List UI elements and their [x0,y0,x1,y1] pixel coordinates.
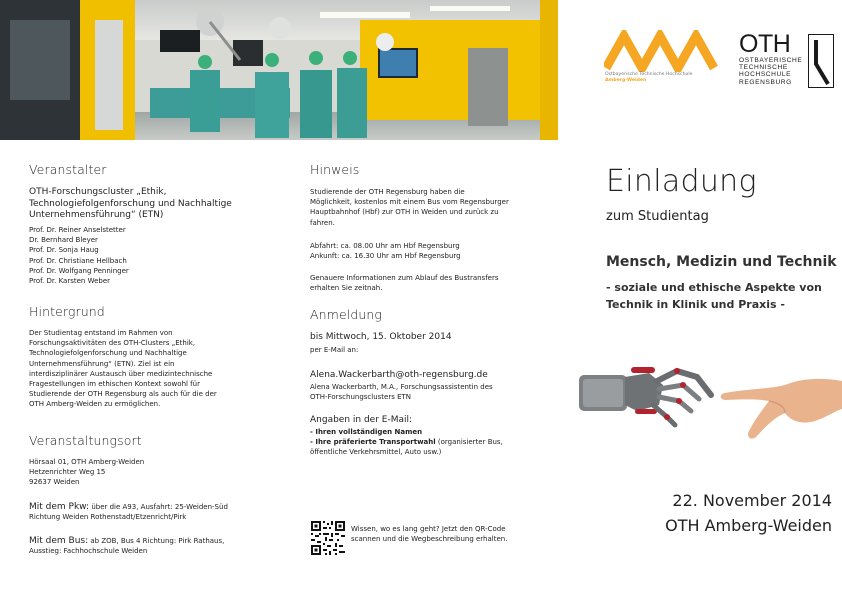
oth-aw-logo-text: Ostbayerische Technische Hochschule Amberg-Weiden [605,72,693,83]
oth-aw-wave-icon [604,30,720,72]
person: Prof. Dr. Karsten Weber [29,277,111,286]
robot-hand-icon [579,367,711,425]
person: Prof. Dr. Christiane Hellbach [29,256,127,265]
pkw-label: Mit dem Pkw: [29,502,90,512]
anmeldung-via: per E-Mail an: [310,346,359,354]
robot-human-hands-image [579,355,842,445]
person: Prof. Dr. Wolfgang Penninger [29,266,129,275]
angaben-item-transport: - Ihre präferierte Transportwahl [310,438,436,447]
qr-code-caption: Wissen, wo es lang geht? Jetzt den QR-Code scannen und die Wegbeschreibung erhalten. [351,525,508,544]
invitation-subtitle: zum Studientag [606,209,709,224]
anmeldung-deadline: bis Mittwoch, 15. Oktober 2014 [310,332,452,342]
oth-regensburg-logo: OTH OSTBAYERISCHE TECHNISCHE HOCHSCHULE REGENSBURG [739,33,835,91]
hinweis-para-3: Genauere Informationen zum Ablauf des Bustransfers erhalten Sie zeitnah. [310,274,499,293]
theme-title: Mensch, Medizin und Technik [606,254,837,270]
contact-email-link[interactable]: Alena.Wackerbarth@oth-regensburg.de [310,370,488,380]
contact-person: Alena Wackerbarth, M.A., Forschungsassistentin des OTH-Forschungsclusters ETN [310,383,493,402]
hintergrund-heading: Hintergrund [29,304,105,319]
veranstalter-people-list [29,225,129,286]
angaben-item-name: - Ihren vollständigen Namen [310,428,423,436]
directions-bus: Mit dem Bus: ab ZOB, Bus 4 Richtung: Pirk Rathaus, Ausstieg: Fachhochschule Weiden [29,536,225,556]
hinweis-para-2: Abfahrt: ca. 08.00 Uhr am Hbf Regensburg Ankunft: ca. 16.30 Uhr am Hbf Regensburg [310,242,461,261]
veranstalter-heading: Veranstalter [29,162,107,177]
person: Prof. Dr. Sonja Haug [29,246,99,255]
hintergrund-text: Der Studientag entstand im Rahmen von Forschungsaktivitäten des OTH-Clusters „Ethik, Technologiefolgenforschung und Nachhaltige Unternehmensführung“ (ETN). Ziel ist ein interdisziplinärer Austausch über medizintechnische Fragestellungen im ethischen Kontext sowohl für Studierende der OTH Regensburg als auch für die der OTH Amberg-Weiden zu ermöglichen. [29,329,217,409]
angaben-list: - Ihren vollständigen Namen - Ihre präferierte Transportwahl (organisierter Bus, öffentliche Verkehrsmittel, Auto usw.) [310,428,503,457]
person: Dr. Bernhard Bleyer [29,236,98,245]
operating-room-photo [0,0,558,140]
bus-label: Mit dem Bus: [29,536,89,546]
veranstaltungsort-heading: Veranstaltungsort [29,433,142,448]
invitation-title: Einladung [606,164,757,199]
hinweis-para-1: Studierende der OTH Regensburg haben die Möglichkeit, kostenlos mit einem Bus vom Regensburger Hauptbahnhof (Hbf) zur OTH in Weiden und zurück zu fahren. [310,188,509,227]
hinweis-heading: Hinweis [310,162,360,177]
venue-address: Hörsaal 01, OTH Amberg-Weiden Hetzenrichter Weg 15 92637 Weiden [29,458,145,487]
person: Prof. Dr. Reiner Anselstetter [29,226,126,234]
oth-amberg-weiden-logo [604,30,720,83]
human-hand-icon [721,379,842,439]
directions-car: Mit dem Pkw: über die A93, Ausfahrt: 25-Weiden-Süd Richtung Weiden Rothenstadt/Etzenricht/Pirk [29,502,228,522]
angaben-heading: Angaben in der E-Mail: [310,415,413,425]
anmeldung-heading: Anmeldung [310,307,382,322]
theme-subtitle: - soziale und ethische Aspekte von Technik in Klinik und Praxis - [606,281,822,311]
veranstalter-org: OTH-Forschungscluster „Ethik, Technologiefolgenforschung und Nachhaltige Unternehmensführung“ (ETN) [29,187,232,221]
oth-r-emblem-icon [808,34,834,88]
event-date: 22. November 2014 [672,491,832,510]
event-location: OTH Amberg-Weiden [665,516,832,535]
qr-code-icon[interactable] [310,520,346,556]
